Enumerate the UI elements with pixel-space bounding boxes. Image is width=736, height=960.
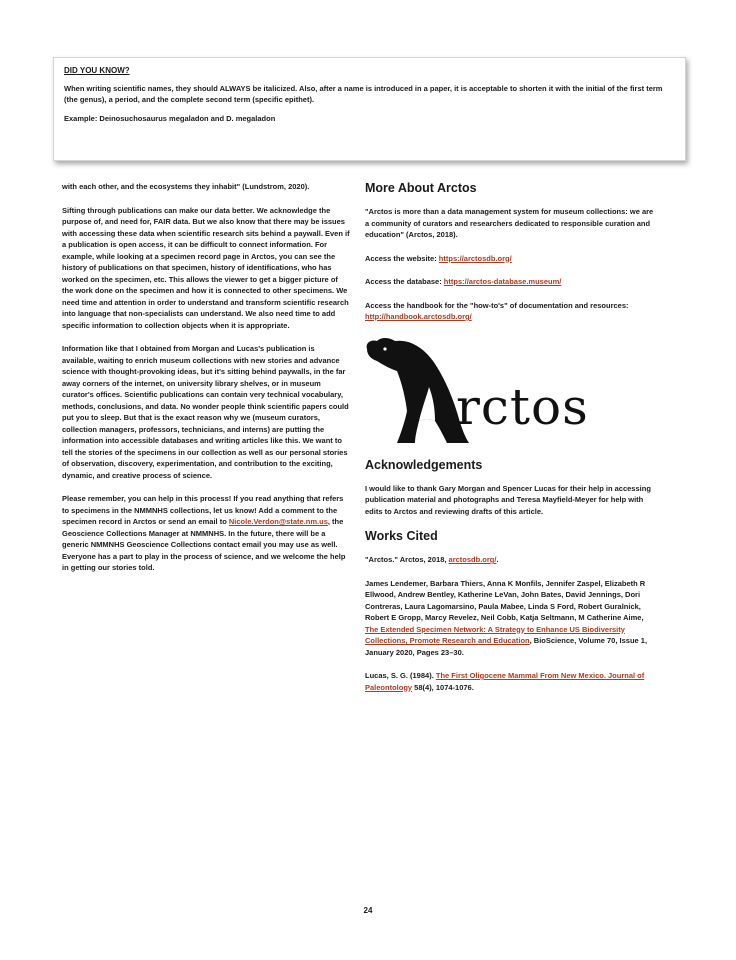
acknowledgements-text: I would like to thank Gary Morgan and Spencer Lucas for their help in accessing publication material and photographs and Teresa Mayfield-Meyer for help with edits to Arctos and reviewing drafts of this article. bbox=[365, 483, 651, 516]
citation-3-link[interactable]: The First Oligocene Mammal From New Mexico. Journal of Paleontology bbox=[365, 671, 645, 692]
left-paragraph-4 bbox=[62, 493, 350, 574]
arctos-logo bbox=[361, 335, 651, 450]
citation-2 bbox=[365, 578, 655, 659]
arctos-logo-text: rctos bbox=[456, 377, 589, 436]
callout-body: When writing scientific names, they should ALWAYS be italicized. Also, after a name is introduced in a paper, it is acceptable to shorten it with the initial of the first term (the genus), a period, and the complete second term (specific epithet). bbox=[64, 84, 663, 104]
citation-2-link[interactable]: The Extended Specimen Network: A Strategy to Enhance US Biodiversity Collections, Promote Research and Education bbox=[365, 624, 625, 645]
citation-3-end: 58(4), 1074-1076. bbox=[412, 682, 474, 692]
citation-2-end: , BioScience, Volume 70, Issue 1, January 2020, Pages 23–30. bbox=[365, 636, 648, 657]
website-link[interactable]: https://arctosdb.org/ bbox=[438, 253, 512, 263]
email-link[interactable]: Nicole.Verdon@state.nm.us bbox=[228, 517, 328, 526]
database-link[interactable]: https://arctos-database.museum/ bbox=[443, 277, 562, 286]
citation-1-end: . bbox=[496, 555, 499, 564]
citation-1-text: "Arctos." Arctos, 2018, bbox=[365, 555, 449, 564]
right-column bbox=[365, 181, 655, 705]
page-number: 24 bbox=[363, 906, 373, 915]
callout-title: DID YOU KNOW? bbox=[64, 66, 130, 75]
left-column bbox=[62, 181, 350, 586]
left-paragraph-3: Information like that I obtained from Morgan and Lucas's publication is available, waiting to enrich museum collections with new stories and advance science with thought-provoking ideas, but it's sitting behind paywalls, in the far away corners of the internet, on university library shelves, or in museum curator's offices. Scientific publications can contain very technical vocabulary, methods, conclusions, and data. No wonder people think scientific papers could put you to sleep. But that is the exact reason why we (museum curators, collection managers, professors, technicians, and interns) are putting the information into accessible databases and writing articles like this. We want to tell the stories of the specimens in our collection as well as our personal stories of observation, discovery, experimentation, and contribution to the exciting, dynamic, and creative process of science. bbox=[62, 344, 349, 480]
citation-1-link[interactable]: arctosdb.org/ bbox=[448, 555, 497, 564]
callout-example: Example: Deinosuchosaurus megaladon and D. megaladon bbox=[64, 114, 276, 123]
left-paragraph-1: with each other, and the ecosystems they inhabit" (Lundstrom, 2020). bbox=[62, 182, 310, 191]
handbook-line bbox=[365, 300, 655, 323]
citation-3 bbox=[365, 670, 655, 693]
left-p4-text-b: , the Geoscience Collections Manager at NMMNHS. In the future, there will be a generic NMMNHS Geoscience Collections contact email you may use as well. Everyone has a part to play in the process of science, and we welcome the help in getting our stories told. bbox=[62, 517, 346, 572]
citation-2-text: James Lendemer, Barbara Thiers, Anna K Monfils, Jennifer Zaspel, Elizabeth R Ellwood, Andrew Bentley, Katherine LeVan, John Bates, David Jennings, Dori Contreras, Laura Lagomarsino, Paula Mabee, Linda S Ford, Robert Guralnick, Robert E Gropp, Marcy Revelez, Neil Cobb, Katja Seltmann, M Catherine Aime, bbox=[365, 578, 646, 622]
website-label: Access the website: bbox=[365, 253, 439, 263]
heading-works-cited: Works Cited bbox=[365, 529, 438, 543]
left-p4-text-a: Please remember, you can help in this process! If you read anything that refers to specimens in the NMMNHS collections, let us know! Add a comment to the specimen record in Arctos or send an email to bbox=[62, 494, 344, 526]
did-you-know-callout bbox=[53, 57, 686, 161]
citation-3-text: Lucas, S. G. (1984). bbox=[365, 671, 436, 680]
website-line bbox=[365, 253, 655, 265]
handbook-label: Access the handbook for the "how-to's" of documentation and resources: bbox=[365, 300, 629, 310]
left-paragraph-2: Sifting through publications can make our data better. We acknowledge the purpose of, and need for, FAIR data. But we also know that there may be issues with accessing these data when scientific research sits behind a paywall. Even if a publication is open access, it can be difficult to connect information. For example, while looking at a specimen record page in Arctos, you can see the history of publications on that specimen, history of identifications, who has worked on the specimen, etc. This allows the viewer to get a bigger picture of the work done on the specimen and how it is connected to other specimens. We need time and attention in order to understand and transform scientific research into language that non-specialists can understand. We also need time to add specific information to collection objects when it is appropriate. bbox=[62, 205, 350, 330]
arctos-quote: "Arctos is more than a data management system for museum collections: we are a community of curators and researchers dedicated to responsible curation and education" (Arctos, 2018). bbox=[365, 207, 654, 239]
database-line bbox=[365, 276, 655, 288]
citation-1 bbox=[365, 554, 655, 566]
database-label: Access the database: bbox=[365, 277, 444, 286]
handbook-link[interactable]: http://handbook.arctosdb.org/ bbox=[365, 312, 472, 321]
heading-acknowledgements: Acknowledgements bbox=[365, 457, 483, 472]
heading-more-about-arctos: More About Arctos bbox=[365, 181, 477, 195]
